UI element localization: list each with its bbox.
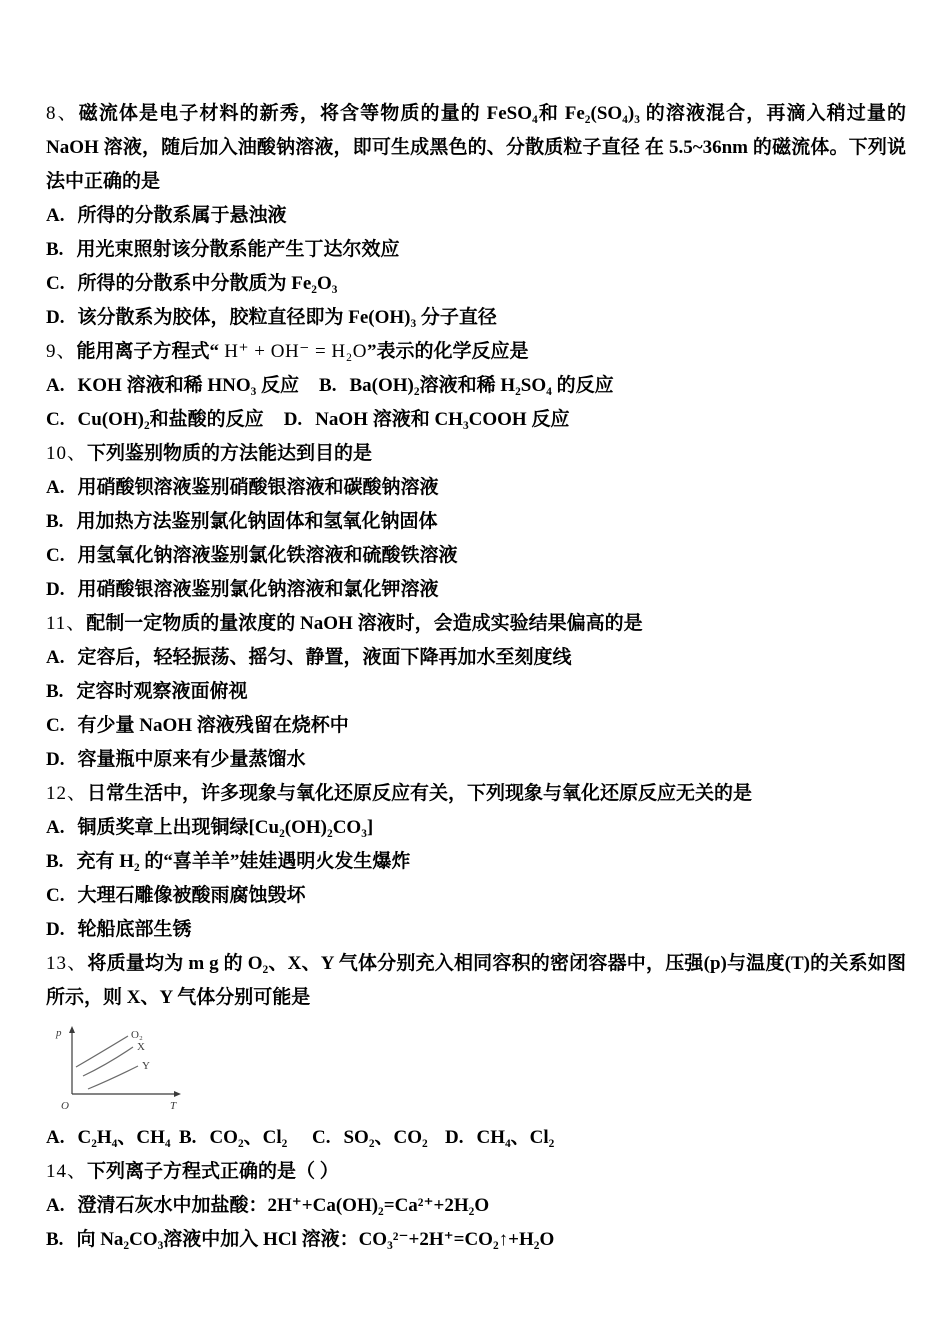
curve-label-o2: O₂ — [131, 1029, 143, 1041]
question-9-options-row-2 — [46, 403, 906, 437]
pressure-temperature-graph — [52, 1023, 906, 1119]
question-11 — [46, 607, 906, 777]
question-12-option-a — [46, 811, 906, 845]
question-13-option-a — [46, 1121, 179, 1155]
option-label: C. — [46, 409, 65, 430]
option-text: NaOH 溶液和 CH₃COOH 反应 — [315, 409, 570, 430]
origin-label: O — [61, 1100, 69, 1112]
option-text: 向 Na₂CO₃溶液中加入 HCl 溶液：CO₃²⁻+2H⁺=CO₂↑+H₂O — [76, 1229, 555, 1250]
option-text: 定容后，轻轻振荡、摇匀、静置，液面下降再加水至刻度线 — [77, 647, 572, 668]
option-label: C. — [46, 885, 65, 906]
x-axis-label: T — [170, 1100, 177, 1112]
question-12-number: 12、 — [46, 783, 88, 804]
question-14-option-b — [46, 1223, 906, 1257]
question-8-number: 8、 — [46, 103, 79, 124]
question-9-option-a — [46, 369, 299, 403]
question-14-number: 14、 — [46, 1161, 88, 1182]
option-text: 所得的分散系属于悬浊液 — [77, 205, 287, 226]
option-text: 有少量 NaOH 溶液残留在烧杯中 — [77, 715, 349, 736]
question-11-option-d — [46, 743, 906, 777]
option-label: A. — [46, 1195, 65, 1216]
option-label: D. — [46, 919, 65, 940]
question-13-text: 将质量均为 m g 的 O₂、X、Y 气体分别充入相同容积的密闭容器中，压强(p)与温度(T)的关系如图所示，则 X、Y 气体分别可能是 — [46, 953, 906, 1008]
option-text: 用氢氧化钠溶液鉴别氯化铁溶液和硫酸铁溶液 — [77, 545, 458, 566]
pt-graph-svg — [52, 1023, 202, 1119]
y-axis-arrow-icon — [69, 1026, 75, 1033]
question-14-option-a — [46, 1189, 906, 1223]
option-label: D. — [445, 1127, 464, 1148]
option-text: 容量瓶中原来有少量蒸馏水 — [77, 749, 306, 770]
option-label: D. — [283, 409, 303, 430]
question-10-text: 下列鉴别物质的方法能达到目的是 — [87, 443, 373, 464]
question-10-option-d — [46, 573, 906, 607]
option-label: A. — [46, 1127, 65, 1148]
question-9-option-d — [284, 403, 570, 437]
question-8 — [46, 97, 906, 335]
option-text: 澄清石灰水中加盐酸：2H⁺+Ca(OH)₂=Ca²⁺+2H₂O — [77, 1195, 490, 1216]
question-9-option-c — [46, 403, 264, 437]
question-8-option-c — [46, 267, 906, 301]
option-label: C. — [46, 545, 65, 566]
option-text: CH₄、Cl₂ — [476, 1127, 555, 1148]
option-label: D. — [46, 749, 65, 770]
question-13 — [46, 947, 906, 1155]
question-9-stem — [46, 335, 906, 369]
option-label: C. — [46, 273, 65, 294]
curve-label-x: X — [137, 1041, 145, 1053]
question-13-number: 13、 — [46, 953, 88, 974]
question-12-option-b — [46, 845, 906, 879]
question-11-option-c — [46, 709, 906, 743]
option-label: B. — [46, 851, 64, 872]
question-13-option-b — [179, 1121, 312, 1155]
option-text: Cu(OH)₂和盐酸的反应 — [77, 409, 264, 430]
option-label: B. — [46, 511, 64, 532]
option-label: C. — [46, 715, 65, 736]
question-10-option-c — [46, 539, 906, 573]
curve-o2 — [76, 1036, 128, 1067]
option-text: 定容时观察液面俯视 — [76, 681, 248, 702]
question-13-stem — [46, 947, 906, 1015]
question-10-option-b — [46, 505, 906, 539]
question-13-options-row — [46, 1121, 906, 1155]
question-12-option-c — [46, 879, 906, 913]
question-13-option-c — [312, 1121, 445, 1155]
question-11-text: 配制一定物质的量浓度的 NaOH 溶液时，会造成实验结果偏高的是 — [86, 613, 643, 634]
question-12-text: 日常生活中，许多现象与氧化还原反应有关，下列现象与氧化还原反应无关的是 — [87, 783, 753, 804]
option-text: C₂H₄、CH₄ — [77, 1127, 171, 1148]
question-10 — [46, 437, 906, 607]
option-text: 用硝酸银溶液鉴别氯化钠溶液和氯化钾溶液 — [77, 579, 439, 600]
option-text: 大理石雕像被酸雨腐蚀毁坏 — [77, 885, 306, 906]
question-12-option-d — [46, 913, 906, 947]
option-label: B. — [179, 1127, 197, 1148]
question-9-text-prefix: 能用离子方程式“ — [76, 341, 220, 362]
option-label: A. — [46, 647, 65, 668]
option-text: 充有 H₂ 的“喜羊羊”娃娃遇明火发生爆炸 — [76, 851, 411, 872]
option-label: D. — [46, 579, 65, 600]
curve-label-y: Y — [142, 1060, 150, 1072]
question-11-option-b — [46, 675, 906, 709]
question-9-text-suffix: ”表示的化学反应是 — [367, 341, 529, 362]
question-10-stem — [46, 437, 906, 471]
option-label: A. — [46, 205, 65, 226]
option-label: D. — [46, 307, 65, 328]
option-text: 用光束照射该分散系能产生丁达尔效应 — [76, 239, 400, 260]
option-label: A. — [46, 817, 65, 838]
y-axis-label: p — [56, 1027, 62, 1039]
question-10-number: 10、 — [46, 443, 88, 464]
question-12 — [46, 777, 906, 947]
option-text: 用硝酸钡溶液鉴别硝酸银溶液和碳酸钠溶液 — [77, 477, 439, 498]
question-11-option-a — [46, 641, 906, 675]
question-12-stem — [46, 777, 906, 811]
option-label: C. — [312, 1127, 331, 1148]
option-label: A. — [46, 375, 65, 396]
question-8-option-b — [46, 233, 906, 267]
question-10-option-a — [46, 471, 906, 505]
question-9-option-b — [319, 369, 614, 403]
option-text: 铜质奖章上出现铜绿[Cu₂(OH)₂CO₃] — [77, 817, 374, 838]
option-text: 所得的分散系中分散质为 Fe₂O₃ — [77, 273, 338, 294]
question-8-text: 磁流体是电子材料的新秀，将含等物质的量的 FeSO₄和 Fe₂(SO₄)₃ 的溶液混合，再滴入稍过量的 NaOH 溶液，随后加入油酸钠溶液，即可生成黑色的、分散质粒子直径 在 5.5~36nm 的磁流体。下列说法中正确的是 — [46, 103, 906, 192]
question-14 — [46, 1155, 906, 1257]
question-8-option-a — [46, 199, 906, 233]
option-text: SO₂、CO₂ — [343, 1127, 428, 1148]
question-8-stem — [46, 97, 906, 199]
option-text: 用加热方法鉴别氯化钠固体和氢氧化钠固体 — [76, 511, 438, 532]
option-text: Ba(OH)₂溶液和稀 H₂SO₄ 的反应 — [349, 375, 614, 396]
option-label: A. — [46, 477, 65, 498]
option-text: 轮船底部生锈 — [77, 919, 192, 940]
option-text: 该分散系为胶体，胶粒直径即为 Fe(OH)₃ 分子直径 — [77, 307, 497, 328]
option-text: CO₂、Cl₂ — [209, 1127, 288, 1148]
question-11-stem — [46, 607, 906, 641]
question-9-options-row-1 — [46, 369, 906, 403]
option-text: KOH 溶液和稀 HNO₃ 反应 — [77, 375, 300, 396]
question-9-number: 9、 — [46, 341, 77, 362]
option-label: B. — [46, 681, 64, 702]
ionic-equation: H⁺ + OH⁻ = H₂O — [219, 341, 367, 362]
question-14-text: 下列离子方程式正确的是（ ） — [87, 1161, 339, 1182]
question-11-number: 11、 — [46, 613, 87, 634]
question-9 — [46, 335, 906, 437]
x-axis-arrow-icon — [174, 1091, 181, 1097]
question-13-option-d — [445, 1121, 554, 1155]
option-label: B. — [319, 375, 337, 396]
question-14-stem — [46, 1155, 906, 1189]
question-8-option-d — [46, 301, 906, 335]
option-label: B. — [46, 1229, 64, 1250]
option-label: B. — [46, 239, 64, 260]
